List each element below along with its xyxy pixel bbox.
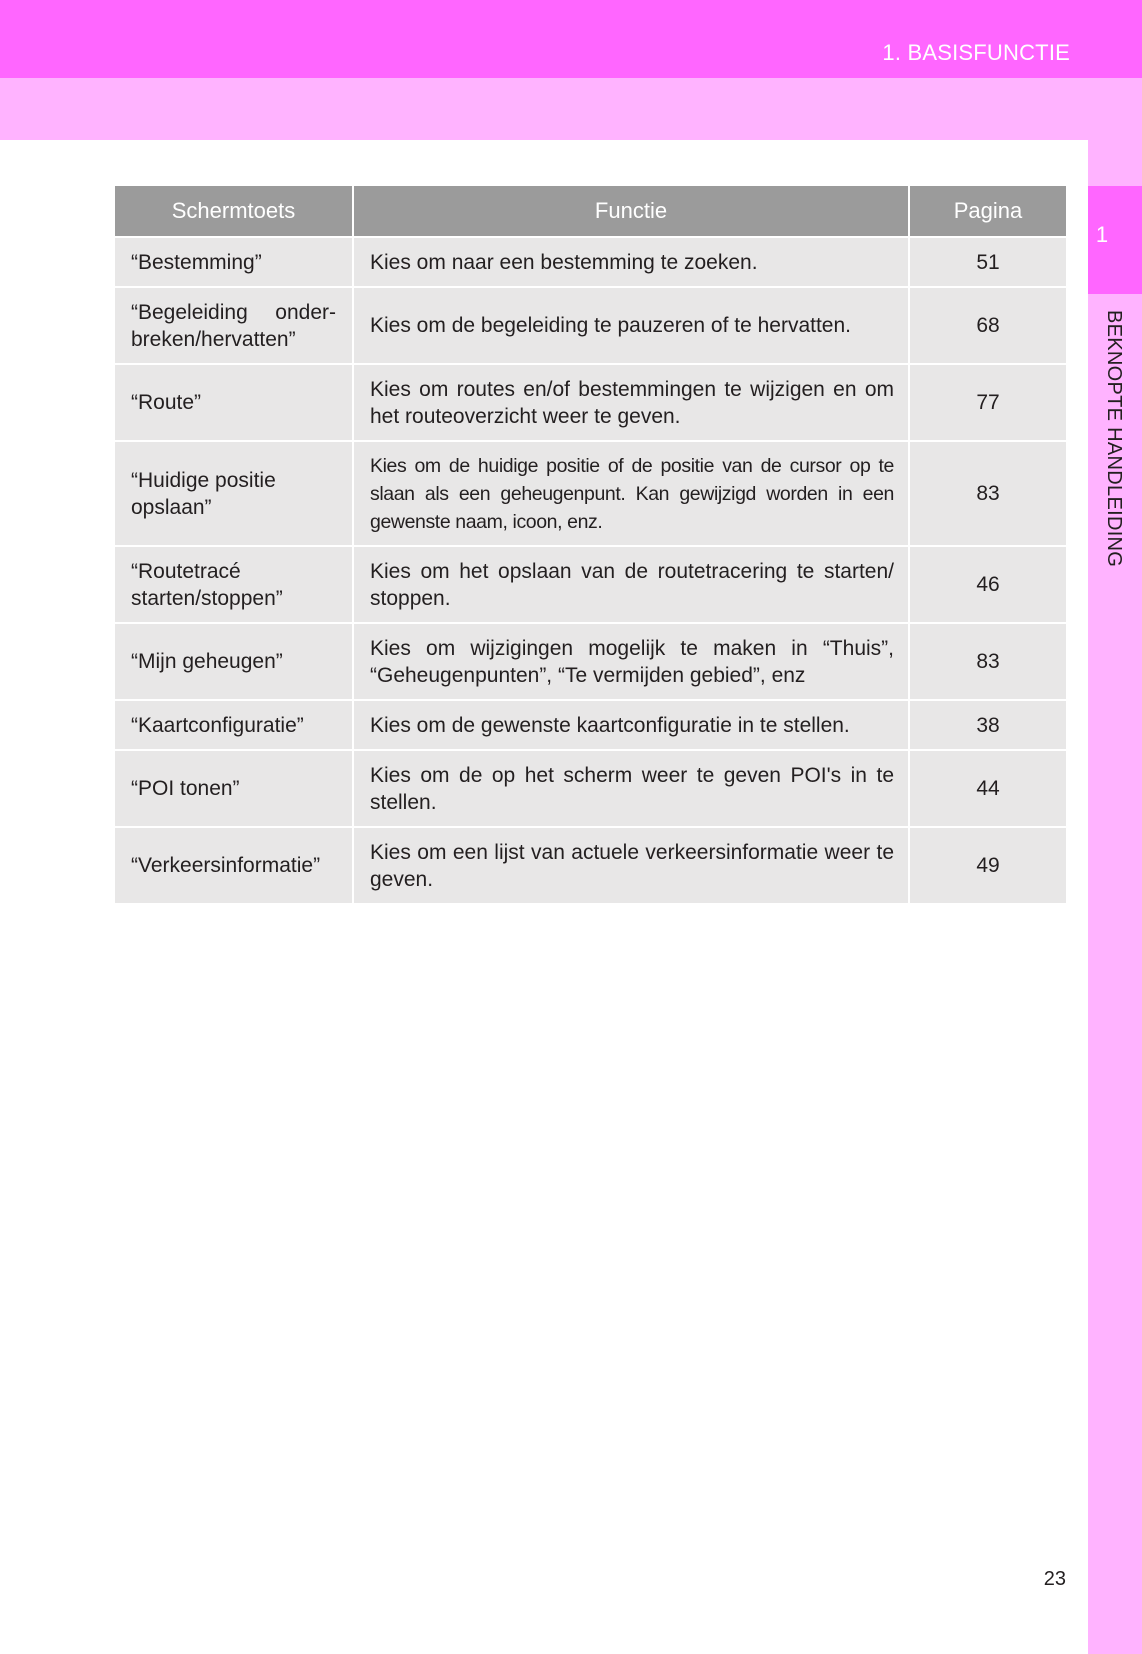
row-function: Kies om naar een bestemming te zoeken. — [354, 236, 910, 286]
row-function: Kies om routes en/of bestemmingen te wijzigen en om het routeoverzicht weer te geven. — [354, 363, 910, 440]
row-key: “Begeleiding onder-breken/hervatten” — [115, 286, 354, 363]
row-function: Kies om het opslaan van de routetracering te starten/ stoppen. — [354, 545, 910, 622]
row-function: Kies om de gewenste kaartconfiguratie in te stellen. — [354, 699, 910, 749]
chapter-tab-number: 1 — [1095, 222, 1109, 247]
row-function: Kies om een lijst van actuele verkeersinformatie weer te geven. — [354, 826, 910, 903]
row-page: 68 — [910, 286, 1066, 363]
row-page: 49 — [910, 826, 1066, 903]
function-table — [115, 186, 1066, 903]
row-page: 77 — [910, 363, 1066, 440]
chapter-title: 1. BASISFUNCTIE — [882, 40, 1070, 65]
row-key: “Verkeersinformatie” — [115, 826, 354, 903]
row-key: “POI tonen” — [115, 749, 354, 826]
row-page: 44 — [910, 749, 1066, 826]
table-row — [115, 440, 1066, 545]
row-page: 38 — [910, 699, 1066, 749]
table-row — [115, 749, 1066, 826]
header-band — [0, 0, 1142, 78]
row-key: “Routetracé starten/stoppen” — [115, 545, 354, 622]
table-header-row — [115, 186, 1066, 236]
row-page: 83 — [910, 622, 1066, 699]
table-row — [115, 699, 1066, 749]
row-page: 46 — [910, 545, 1066, 622]
table-row — [115, 545, 1066, 622]
header-functie: Functie — [354, 186, 910, 236]
row-key: “Kaartconfiguratie” — [115, 699, 354, 749]
page-number: 23 — [1043, 1568, 1066, 1590]
table-row — [115, 363, 1066, 440]
chapter-tab — [1088, 186, 1142, 294]
row-key: “Mijn geheugen” — [115, 622, 354, 699]
header-pagina: Pagina — [910, 186, 1066, 236]
row-page: 51 — [910, 236, 1066, 286]
table-row — [115, 622, 1066, 699]
row-function: Kies om de begeleiding te pauzeren of te hervatten. — [354, 286, 910, 363]
table-row — [115, 236, 1066, 286]
table-row — [115, 286, 1066, 363]
header-schermtoets: Schermtoets — [115, 186, 354, 236]
row-key: “Bestemming” — [115, 236, 354, 286]
row-key: “Huidige positie opslaan” — [115, 440, 354, 545]
table-row — [115, 826, 1066, 903]
row-page: 83 — [910, 440, 1066, 545]
header-sub-band — [0, 78, 1142, 140]
chapter-tab-label: BEKNOPTE HANDLEIDING — [1103, 310, 1125, 568]
row-key: “Route” — [115, 363, 354, 440]
row-function: Kies om wijzigingen mogelijk te maken in “Thuis”, “Geheugenpunten”, “Te vermijden gebied”, enz — [354, 622, 910, 699]
row-function: Kies om de op het scherm weer te geven POI's in te stellen. — [354, 749, 910, 826]
row-function: Kies om de huidige positie of de positie van de cursor op te slaan als een geheugenpunt. Kan gewijzigd worden in een gewenste naam, icoon, enz. — [354, 440, 910, 545]
